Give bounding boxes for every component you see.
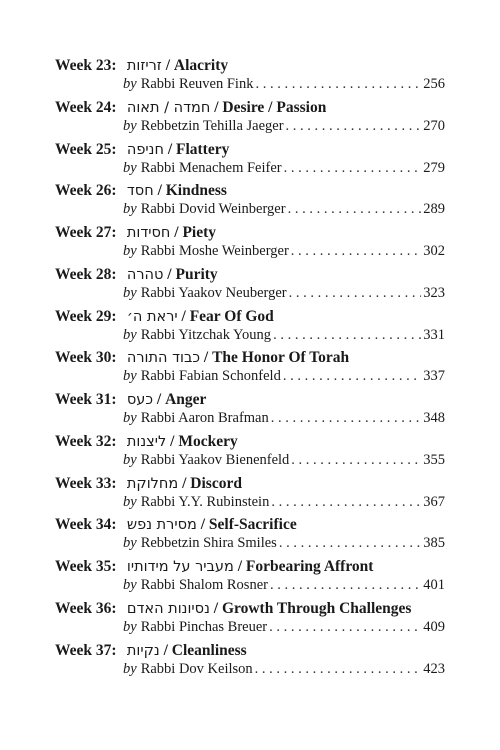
entry-author-line — [123, 118, 445, 135]
entry-title-line — [55, 557, 445, 577]
dot-leader — [270, 577, 421, 594]
by-label: by — [123, 284, 137, 301]
by-label: by — [123, 201, 137, 218]
dot-leader — [291, 452, 421, 469]
english-title: Fear Of God — [189, 307, 274, 325]
author-name: Rebbetzin Tehilla Jaeger — [140, 117, 284, 134]
by-label: by — [123, 535, 137, 552]
title-separator: / — [167, 140, 173, 158]
page-number: 409 — [423, 618, 445, 635]
title-separator: / — [156, 391, 162, 408]
author-name: Rabbi Dovid Weinberger — [140, 201, 286, 218]
hebrew-title: מחלוקת — [126, 475, 179, 492]
week-label: Week 37: — [55, 641, 117, 659]
by-label: by — [123, 117, 137, 134]
hebrew-title: חסידות — [126, 225, 171, 241]
by-label: by — [123, 76, 137, 92]
toc-entry — [55, 515, 445, 557]
entry-author-line — [123, 76, 445, 93]
toc-entry — [55, 641, 445, 683]
english-title: Mockery — [178, 432, 238, 450]
author-name: Rabbi Menachem Feifer — [140, 159, 282, 176]
english-title: Self-Sacrifice — [208, 516, 297, 534]
hebrew-title: חמדה / תאוה — [126, 99, 211, 116]
toc-entry — [55, 348, 445, 390]
week-label: Week 31: — [55, 391, 117, 408]
entry-author-line — [123, 327, 445, 344]
week-label: Week 35: — [55, 558, 117, 575]
title-separator: / — [203, 349, 209, 367]
author-name: Rabbi Yaakov Neuberger — [140, 284, 287, 301]
hebrew-title: טהרה — [126, 266, 164, 283]
by-label: by — [123, 493, 137, 510]
author-name: Rabbi Reuven Fink — [140, 76, 254, 92]
dot-leader — [279, 535, 421, 552]
week-label: Week 26: — [55, 182, 117, 200]
entry-title-line — [55, 474, 445, 494]
dot-leader — [269, 619, 421, 636]
entry-title-line — [55, 140, 445, 160]
page-number: 256 — [423, 76, 445, 92]
entry-title-line — [55, 56, 445, 76]
english-title: Anger — [165, 391, 207, 408]
entry-author-line — [123, 661, 445, 678]
entry-author-line — [123, 577, 445, 594]
dot-leader — [284, 160, 422, 177]
title-separator: / — [163, 641, 168, 659]
toc-entry — [55, 265, 445, 307]
entry-title-line — [55, 265, 445, 285]
author-name: Rabbi Yitzchak Young — [140, 326, 272, 343]
title-separator: / — [214, 98, 219, 116]
entry-author-line — [123, 243, 445, 260]
page-number: 337 — [423, 368, 445, 385]
hebrew-title: זריזות — [126, 58, 162, 74]
title-separator: / — [174, 224, 179, 241]
title-separator: / — [165, 57, 171, 74]
toc-entry — [55, 557, 445, 599]
dot-leader — [291, 243, 421, 260]
toc-entry — [55, 140, 445, 182]
dot-leader — [255, 661, 422, 678]
english-title: Cleanliness — [171, 641, 247, 659]
dot-leader — [271, 494, 421, 511]
hebrew-title: חסד — [126, 183, 154, 200]
entry-title-line — [55, 599, 445, 619]
week-label: Week 27: — [55, 224, 117, 241]
page-number: 348 — [423, 410, 445, 426]
hebrew-title: יראת ה׳ — [126, 308, 178, 325]
title-separator: / — [237, 558, 243, 575]
entry-author-line — [123, 368, 445, 385]
week-label: Week 23: — [55, 57, 117, 74]
by-label: by — [123, 451, 137, 468]
by-label: by — [123, 159, 137, 176]
page-number: 289 — [423, 201, 445, 218]
by-label: by — [123, 243, 137, 259]
english-title: Discord — [190, 474, 242, 492]
by-label: by — [123, 660, 137, 677]
hebrew-title: מסירת נפש — [126, 517, 197, 534]
by-label: by — [123, 368, 137, 385]
by-label: by — [123, 577, 137, 593]
title-separator: / — [181, 307, 186, 325]
page-number: 331 — [423, 326, 445, 343]
week-label: Week 24: — [55, 98, 117, 116]
entry-author-line — [123, 494, 445, 511]
entry-author-line — [123, 410, 445, 427]
entry-title-line — [55, 515, 445, 535]
author-name: Rabbi Pinchas Breuer — [140, 618, 268, 635]
dot-leader — [289, 285, 422, 302]
entry-author-line — [123, 160, 445, 177]
table-of-contents — [55, 56, 445, 682]
page-number: 279 — [423, 159, 445, 176]
dot-leader — [271, 410, 422, 427]
toc-entry — [55, 432, 445, 474]
author-name: Rabbi Yaakov Bienenfeld — [140, 451, 290, 468]
by-label: by — [123, 618, 137, 635]
author-name: Rebbetzin Shira Smiles — [140, 535, 277, 552]
hebrew-title: נסיונות האדם — [126, 600, 210, 617]
author-name: Rabbi Shalom Rosner — [140, 577, 268, 593]
week-label: Week 32: — [55, 432, 117, 450]
page-number: 355 — [423, 451, 445, 468]
entry-author-line — [123, 452, 445, 469]
author-name: Rabbi Moshe Weinberger — [140, 243, 289, 259]
entry-title-line — [55, 348, 445, 368]
english-title: Flattery — [176, 140, 230, 158]
hebrew-title: נקיות — [126, 642, 160, 659]
author-name: Rabbi Dov Keilson — [140, 660, 253, 677]
dot-leader — [283, 368, 421, 385]
dot-leader — [288, 201, 422, 218]
entry-author-line — [123, 535, 445, 552]
author-name: Rabbi Fabian Schonfeld — [140, 368, 281, 385]
title-separator: / — [157, 182, 162, 200]
entry-title-line — [55, 641, 445, 661]
week-label: Week 33: — [55, 474, 117, 492]
entry-title-line — [55, 181, 445, 201]
week-label: Week 29: — [55, 307, 117, 325]
entry-author-line — [123, 619, 445, 636]
week-label: Week 28: — [55, 265, 117, 283]
toc-entry — [55, 56, 445, 98]
week-label: Week 36: — [55, 599, 117, 617]
english-title: Forbearing Affront — [245, 558, 374, 575]
by-label: by — [123, 410, 137, 426]
toc-entry — [55, 181, 445, 223]
entry-author-line — [123, 201, 445, 218]
english-title: Growth Through Challenges — [221, 599, 412, 617]
week-label: Week 34: — [55, 516, 117, 534]
page-number: 385 — [423, 535, 445, 552]
page-number: 401 — [423, 577, 445, 593]
dot-leader — [255, 76, 421, 93]
entry-title-line — [55, 307, 445, 327]
dot-leader — [286, 118, 422, 135]
title-separator: / — [167, 265, 172, 283]
title-separator: / — [200, 516, 206, 534]
english-title: Alacrity — [173, 57, 229, 74]
by-label: by — [123, 326, 137, 343]
week-label: Week 30: — [55, 349, 117, 367]
dot-leader — [273, 327, 421, 344]
english-title: Kindness — [165, 182, 227, 200]
toc-entry — [55, 307, 445, 349]
hebrew-title: כעס — [126, 392, 154, 408]
week-label: Week 25: — [55, 140, 117, 158]
entry-author-line — [123, 285, 445, 302]
toc-entry — [55, 98, 445, 140]
page-number: 302 — [423, 243, 445, 259]
author-name: Rabbi Aaron Brafman — [140, 410, 269, 426]
entry-title-line — [55, 390, 445, 410]
english-title: Piety — [182, 224, 217, 241]
author-name: Rabbi Y.Y. Rubinstein — [140, 493, 270, 510]
title-separator: / — [213, 599, 219, 617]
hebrew-title: כבוד התורה — [126, 350, 201, 367]
english-title: Desire / Passion — [222, 98, 327, 116]
entry-title-line — [55, 223, 445, 243]
page-number: 423 — [423, 660, 445, 677]
page-number: 367 — [423, 493, 445, 510]
hebrew-title: ליצנות — [126, 433, 167, 450]
hebrew-title: מעביר על מידותיו — [126, 559, 234, 575]
toc-entry — [55, 223, 445, 265]
page-number: 323 — [423, 284, 445, 301]
title-separator: / — [170, 432, 175, 450]
english-title: The Honor Of Torah — [212, 349, 350, 367]
entry-title-line — [55, 98, 445, 118]
toc-entry — [55, 599, 445, 641]
page-number: 270 — [423, 117, 445, 134]
toc-entry — [55, 474, 445, 516]
title-separator: / — [182, 474, 187, 492]
english-title: Purity — [175, 265, 218, 283]
toc-entry — [55, 390, 445, 432]
entry-title-line — [55, 432, 445, 452]
hebrew-title: חניפה — [126, 141, 164, 158]
